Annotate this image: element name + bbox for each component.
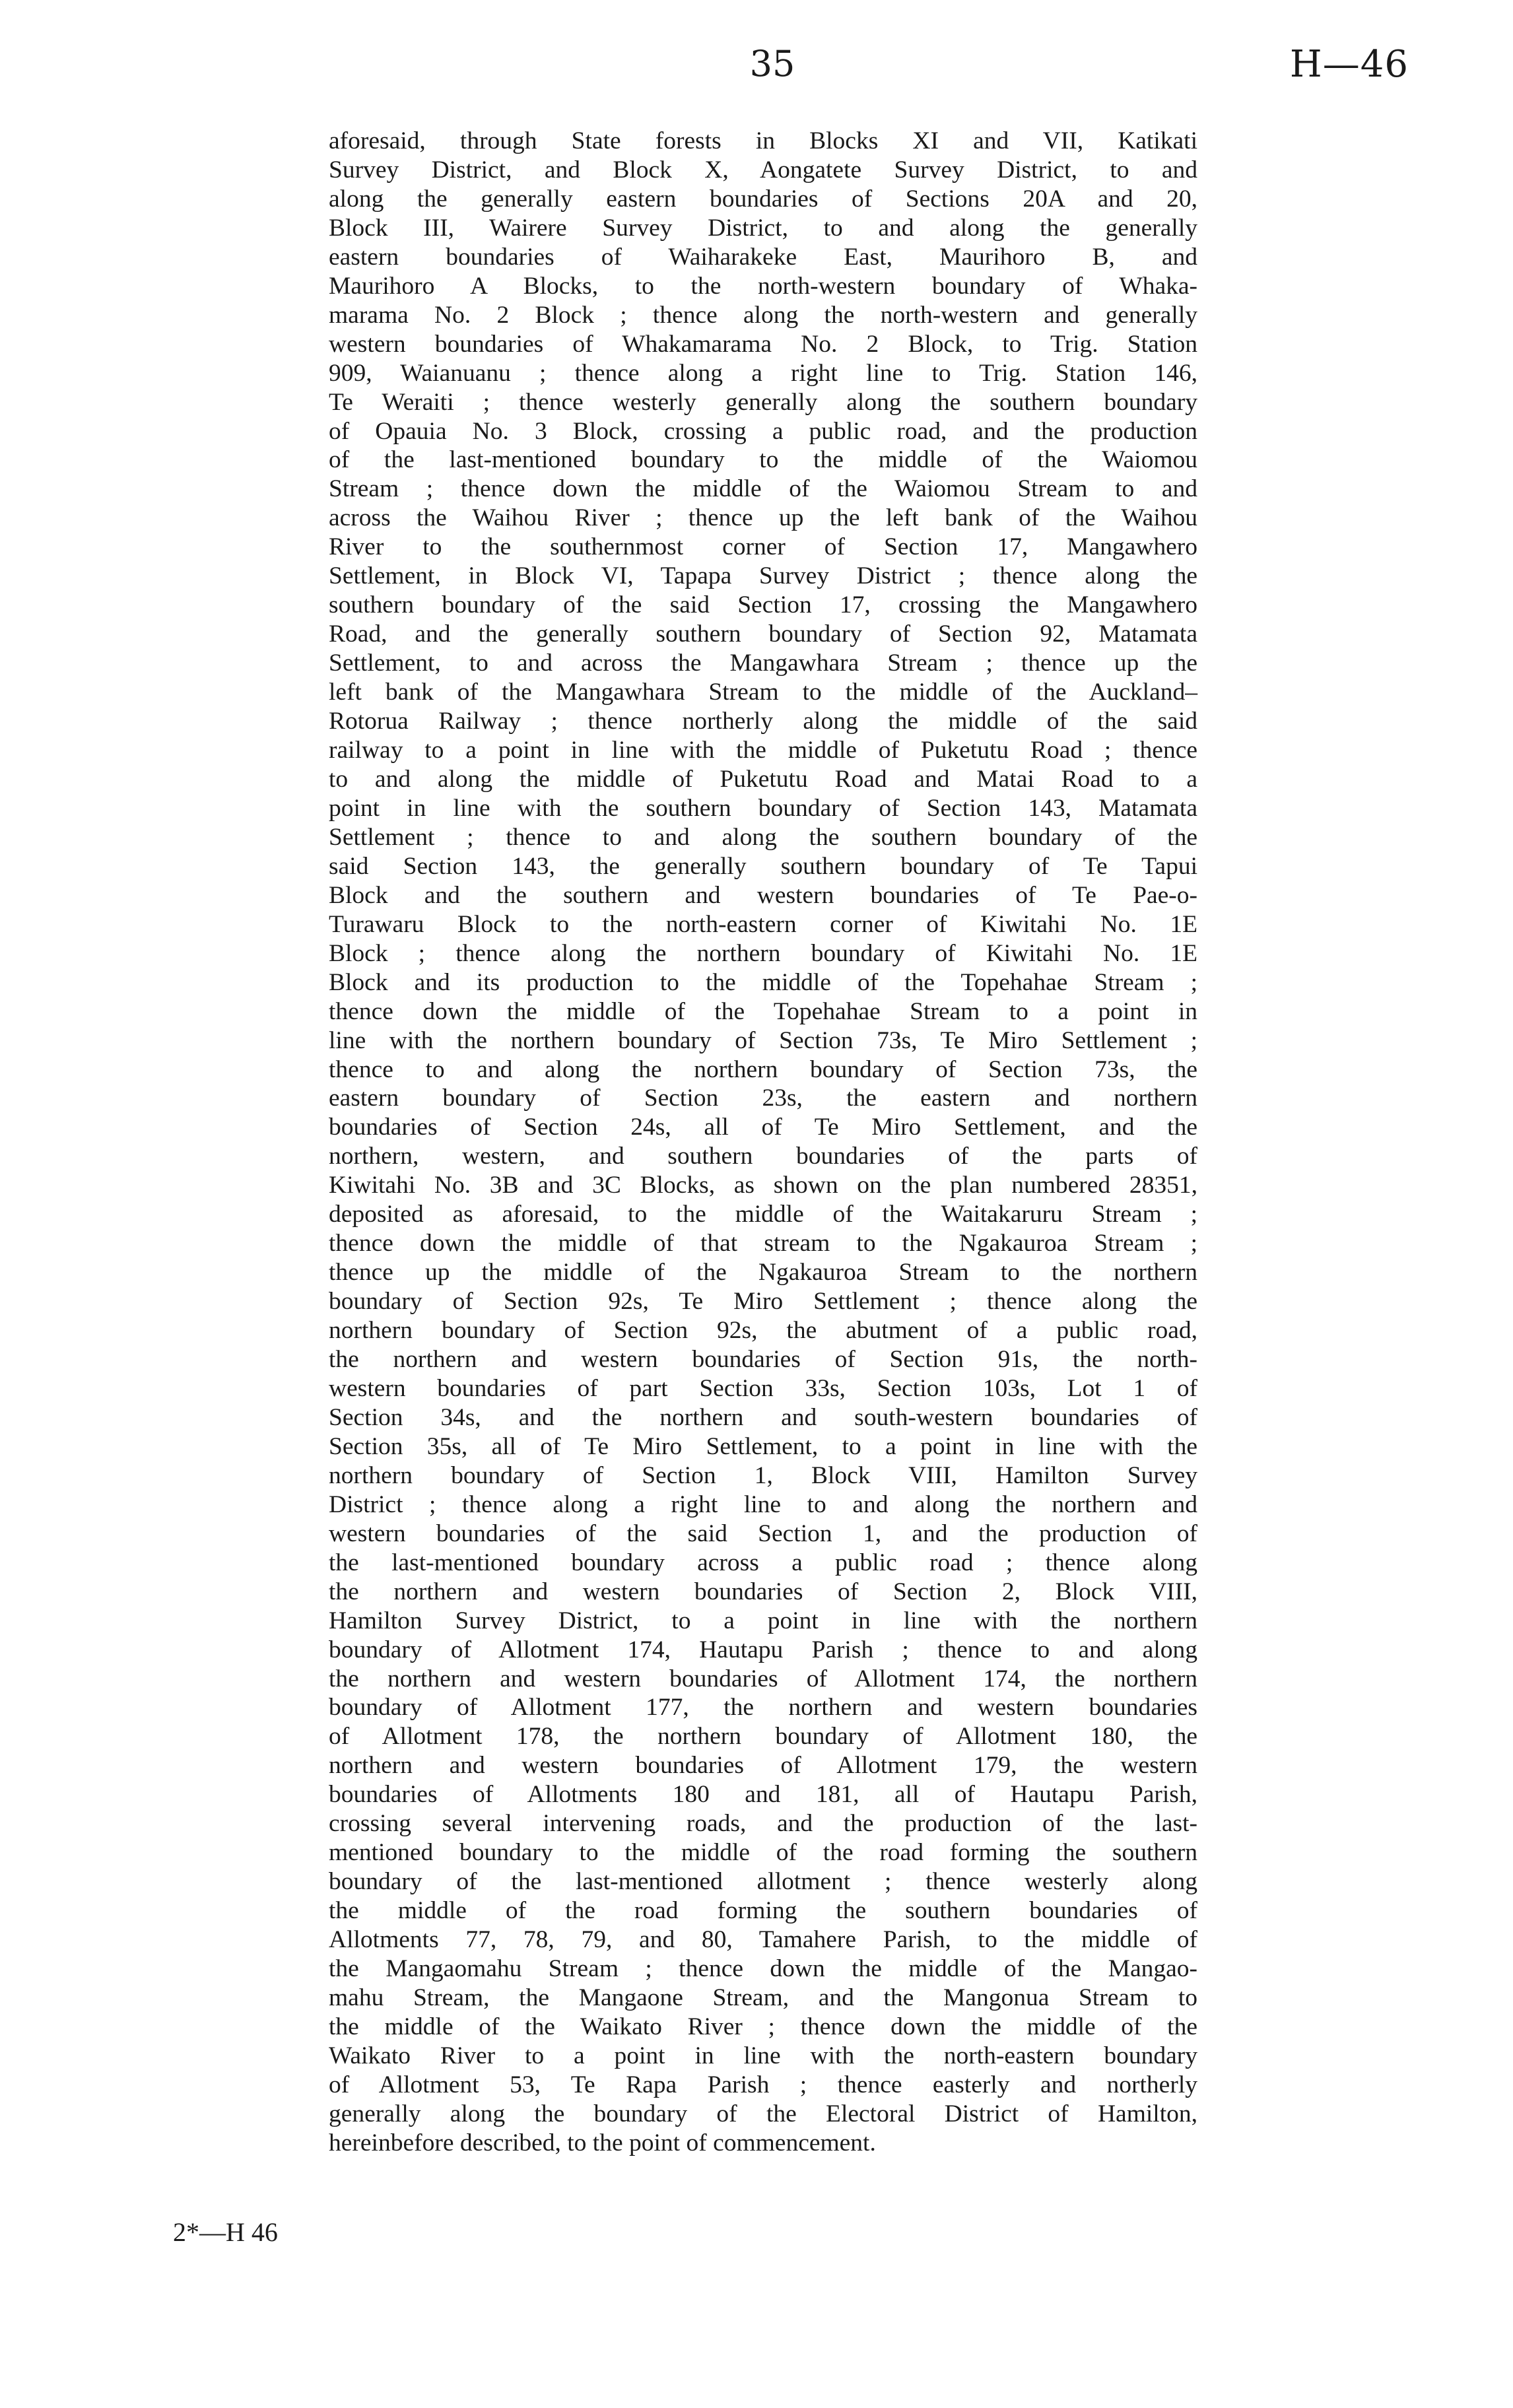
text-line: thence up the middle of the Ngakauroa Stream to the northern: [329, 1259, 1197, 1287]
text-line: eastern boundary of Section 23s, the eastern and northern: [329, 1085, 1197, 1112]
text-line: Settlement, in Block VI, Tapapa Survey District ; thence along the: [329, 562, 1197, 590]
text-line: mentioned boundary to the middle of the road forming the southern: [329, 1839, 1197, 1867]
text-line: western boundaries of Whakamarama No. 2 Block, to Trig. Station: [329, 330, 1197, 358]
text-line: northern boundary of Section 92s, the abutment of a public road,: [329, 1317, 1197, 1345]
text-line: the northern and western boundaries of Allotment 174, the northern: [329, 1665, 1197, 1692]
text-line: Waikato River to a point in line with the north-eastern boundary: [329, 2042, 1197, 2069]
text-line: crossing several intervening roads, and the production of the last-: [329, 1810, 1197, 1838]
text-line: of Opauia No. 3 Block, crossing a public road, and the production: [329, 417, 1197, 445]
text-line: northern and western boundaries of Allotment 179, the western: [329, 1752, 1197, 1780]
text-line: Kiwitahi No. 3B and 3C Blocks, as shown on the plan numbered 28351,: [329, 1172, 1197, 1199]
text-line: western boundaries of part Section 33s, Section 103s, Lot 1 of: [329, 1374, 1197, 1402]
text-line: southern boundary of the said Section 17, crossing the Mangawhero: [329, 591, 1197, 619]
text-line: Maurihoro A Blocks, to the north-western boundary of Whaka-: [329, 272, 1197, 300]
text-line: Te Weraiti ; thence westerly generally along the southern boundary: [329, 388, 1197, 416]
text-line: to and along the middle of Puketutu Road and Matai Road to a: [329, 765, 1197, 793]
text-line: Block III, Wairere Survey District, to and along the generally: [329, 214, 1197, 242]
text-line: marama No. 2 Block ; thence along the north-western and generally: [329, 301, 1197, 329]
text-line: the last-mentioned boundary across a public road ; thence along: [329, 1549, 1197, 1576]
text-line: boundary of Section 92s, Te Miro Settlement ; thence along the: [329, 1288, 1197, 1316]
text-line: railway to a point in line with the middle of Puketutu Road ; thence: [329, 737, 1197, 764]
document-reference: H—46: [1289, 43, 1409, 86]
text-line: thence down the middle of that stream to the Ngakauroa Stream ;: [329, 1230, 1197, 1257]
text-line: District ; thence along a right line to and along the northern and: [329, 1490, 1197, 1518]
text-line: thence down the middle of the Topehahae Stream to a point in: [329, 997, 1197, 1025]
text-line: line with the northern boundary of Section 73s, Te Miro Settlement ;: [329, 1026, 1197, 1054]
signature-reference: 2*—H 46: [173, 2217, 278, 2247]
text-line: Block and its production to the middle of the Topehahae Stream ;: [329, 968, 1197, 996]
text-line: boundary of Allotment 177, the northern and western boundaries: [329, 1694, 1197, 1722]
text-line: Settlement, to and across the Mangawhara Stream ; thence up the: [329, 650, 1197, 677]
text-line: boundary of Allotment 174, Hautapu Parish ; thence to and along: [329, 1636, 1197, 1663]
text-line: the Mangaomahu Stream ; thence down the middle of the Mangao-: [329, 1955, 1197, 1983]
text-line: Settlement ; thence to and along the southern boundary of the: [329, 823, 1197, 851]
text-line: northern boundary of Section 1, Block VIII, Hamilton Survey: [329, 1461, 1197, 1489]
text-line: along the generally eastern boundaries of Sections 20A and 20,: [329, 185, 1197, 213]
text-line: Hamilton Survey District, to a point in line with the northern: [329, 1607, 1197, 1634]
text-line: generally along the boundary of the Electoral District of Hamilton,: [329, 2100, 1197, 2127]
text-line: the northern and western boundaries of Section 91s, the north-: [329, 1346, 1197, 1374]
body-paragraph: [329, 127, 1197, 2158]
text-line: boundaries of Allotments 180 and 181, all of Hautapu Parish,: [329, 1781, 1197, 1809]
text-line: aforesaid, through State forests in Blocks XI and VII, Katikati: [329, 127, 1197, 154]
text-line: Turawaru Block to the north-eastern corner of Kiwitahi No. 1E: [329, 910, 1197, 938]
text-line: Survey District, and Block X, Aongatete Survey District, to and: [329, 156, 1197, 184]
text-line: Section 35s, all of Te Miro Settlement, to a point in line with the: [329, 1432, 1197, 1460]
text-line: thence to and along the northern boundary of Section 73s, the: [329, 1055, 1197, 1083]
text-line: of Allotment 53, Te Rapa Parish ; thence easterly and northerly: [329, 2071, 1197, 2098]
text-line: left bank of the Mangawhara Stream to the middle of the Auckland–: [329, 679, 1197, 706]
text-line: boundary of the last-mentioned allotment ; thence westerly along: [329, 1868, 1197, 1896]
text-line: Road, and the generally southern boundary of Section 92, Matamata: [329, 620, 1197, 648]
text-line: 909, Waianuanu ; thence along a right line to Trig. Station 146,: [329, 359, 1197, 387]
text-line: hereinbefore described, to the point of commencement.: [329, 2129, 876, 2157]
text-line: Allotments 77, 78, 79, and 80, Tamahere Parish, to the middle of: [329, 1926, 1197, 1954]
text-line: Block ; thence along the northern boundary of Kiwitahi No. 1E: [329, 939, 1197, 967]
text-line: of Allotment 178, the northern boundary of Allotment 180, the: [329, 1723, 1197, 1751]
text-line: western boundaries of the said Section 1, and the production of: [329, 1520, 1197, 1547]
text-line: said Section 143, the generally southern boundary of Te Tapui: [329, 852, 1197, 880]
text-line: point in line with the southern boundary of Section 143, Matamata: [329, 794, 1197, 822]
text-line: Rotorua Railway ; thence northerly along the middle of the said: [329, 708, 1197, 735]
text-line: the northern and western boundaries of Section 2, Block VIII,: [329, 1578, 1197, 1605]
page-number: 35: [749, 43, 795, 84]
text-line: of the last-mentioned boundary to the middle of the Waiomou: [329, 446, 1197, 474]
text-line: Block and the southern and western boundaries of Te Pae-o-: [329, 881, 1197, 909]
text-line: Stream ; thence down the middle of the Waiomou Stream to and: [329, 475, 1197, 503]
text-line: northern, western, and southern boundaries of the parts of: [329, 1143, 1197, 1170]
text-line: boundaries of Section 24s, all of Te Miro Settlement, and the: [329, 1114, 1197, 1141]
text-line: Section 34s, and the northern and south-western boundaries of: [329, 1403, 1197, 1431]
text-line: the middle of the Waikato River ; thence down the middle of the: [329, 2013, 1197, 2040]
text-line: across the Waihou River ; thence up the left bank of the Waihou: [329, 504, 1197, 532]
text-line: River to the southernmost corner of Section 17, Mangawhero: [329, 533, 1197, 561]
text-line: the middle of the road forming the southern boundaries of: [329, 1897, 1197, 1925]
text-line: mahu Stream, the Mangaone Stream, and the Mangonua Stream to: [329, 1984, 1197, 2011]
text-line: eastern boundaries of Waiharakeke East, Maurihoro B, and: [329, 243, 1197, 271]
text-line: deposited as aforesaid, to the middle of the Waitakaruru Stream ;: [329, 1201, 1197, 1228]
